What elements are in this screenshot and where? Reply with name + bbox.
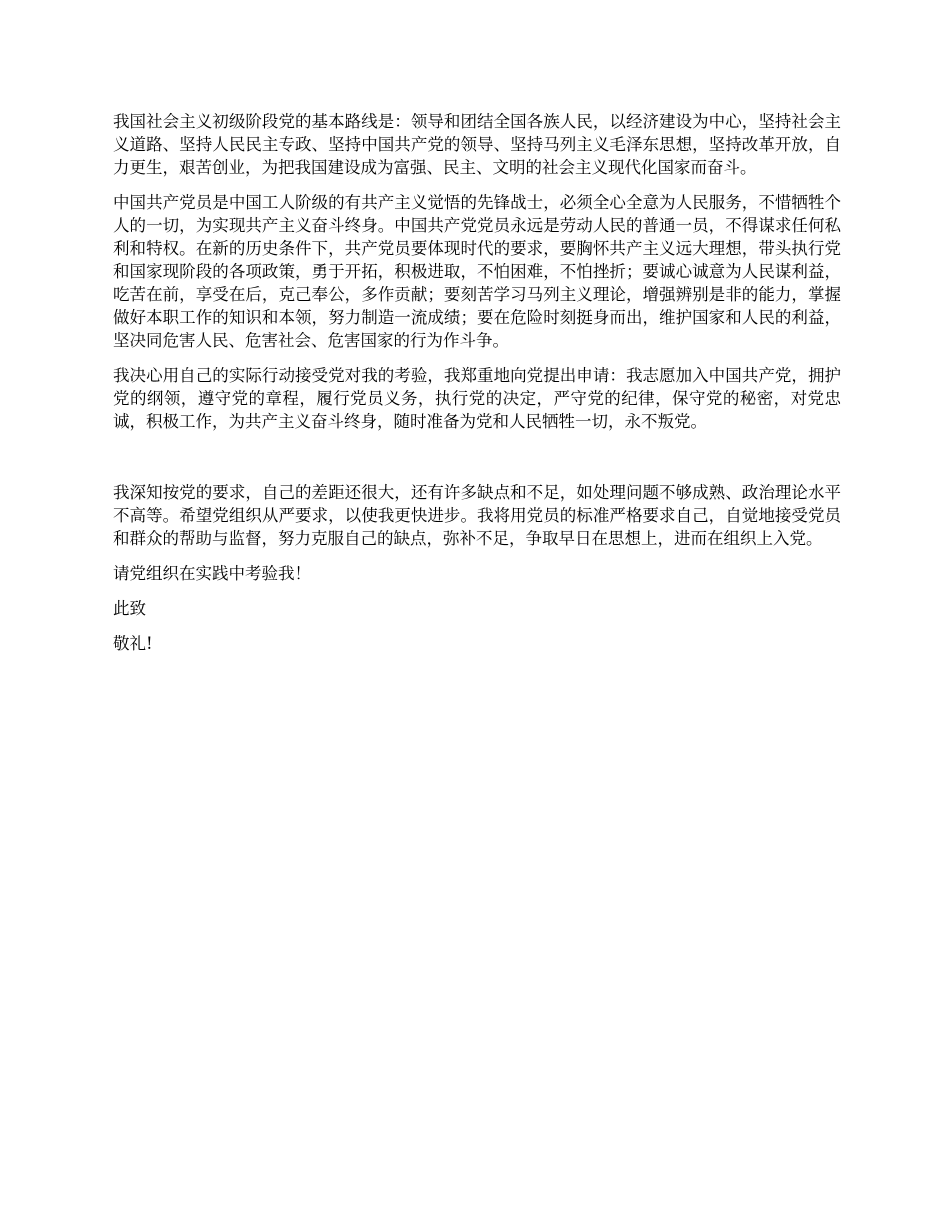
paragraph-application-pledge: 我决心用自己的实际行动接受党对我的考验，我郑重地向党提出申请：我志愿加入中国共产党，拥护党的纲领，遵守党的章程，履行党员义务，执行党的决定，严守党的纪律，保守党的秘密，对党忠诚，积极工作，为共产主义奋斗终身，随时准备为党和人民牺牲一切，永不叛党。: [113, 366, 841, 431]
paragraph-basic-line: 我国社会主义初级阶段党的基本路线是：领导和团结全国各族人民，以经济建设为中心，坚持社会主义道路、坚持人民民主专政、坚持中国共产党的领导、坚持马列主义毛泽东思想，坚持改革开放，自力更生，艰苦创业，为把我国建设成为富强、民主、文明的社会主义现代化国家而奋斗。: [113, 112, 841, 177]
paragraph-spacer: [113, 445, 841, 481]
letter-body: [113, 110, 841, 667]
paragraph-party-member-duties: 中国共产党员是中国工人阶级的有共产主义觉悟的先锋战士，必须全心全意为人民服务，不惜牺牲个人的一切，为实现共产主义奋斗终身。中国共产党党员永远是劳动人民的普通一员，不得谋求任何私利和特权。在新的历史条件下，共产党员要体现时代的要求，要胸怀共产主义远大理想，带头执行党和国家现阶段的各项政策，勇于开拓，积极进取，不怕困难，不怕挫折；要诚心诚意为人民谋利益，吃苦在前，享受在后，克己奉公，多作贡献；要刻苦学习马列主义理论，增强辨别是非的能力，掌握做好本职工作的知识和本领，努力制造一流成绩；要在危险时刻挺身而出，维护国家和人民的利益，坚决同危害人民、危害社会、危害国家的行为作斗争。: [113, 193, 841, 350]
paragraph-self-assessment: 我深知按党的要求，自己的差距还很大，还有许多缺点和不足，如处理问题不够成熟、政治理论水平不高等。希望党组织从严要求，以使我更快进步。我将用党员的标准严格要求自己，自觉地接受党员和群众的帮助与监督，努力克服自己的缺点，弥补不足，争取早日在思想上，进而在组织上入党。: [113, 483, 841, 548]
salutation-cizhi: 此致: [113, 599, 146, 618]
salutation-jingli: 敬礼!: [113, 634, 153, 653]
paragraph-closing-request: 请党组织在实践中考验我！: [113, 564, 311, 583]
